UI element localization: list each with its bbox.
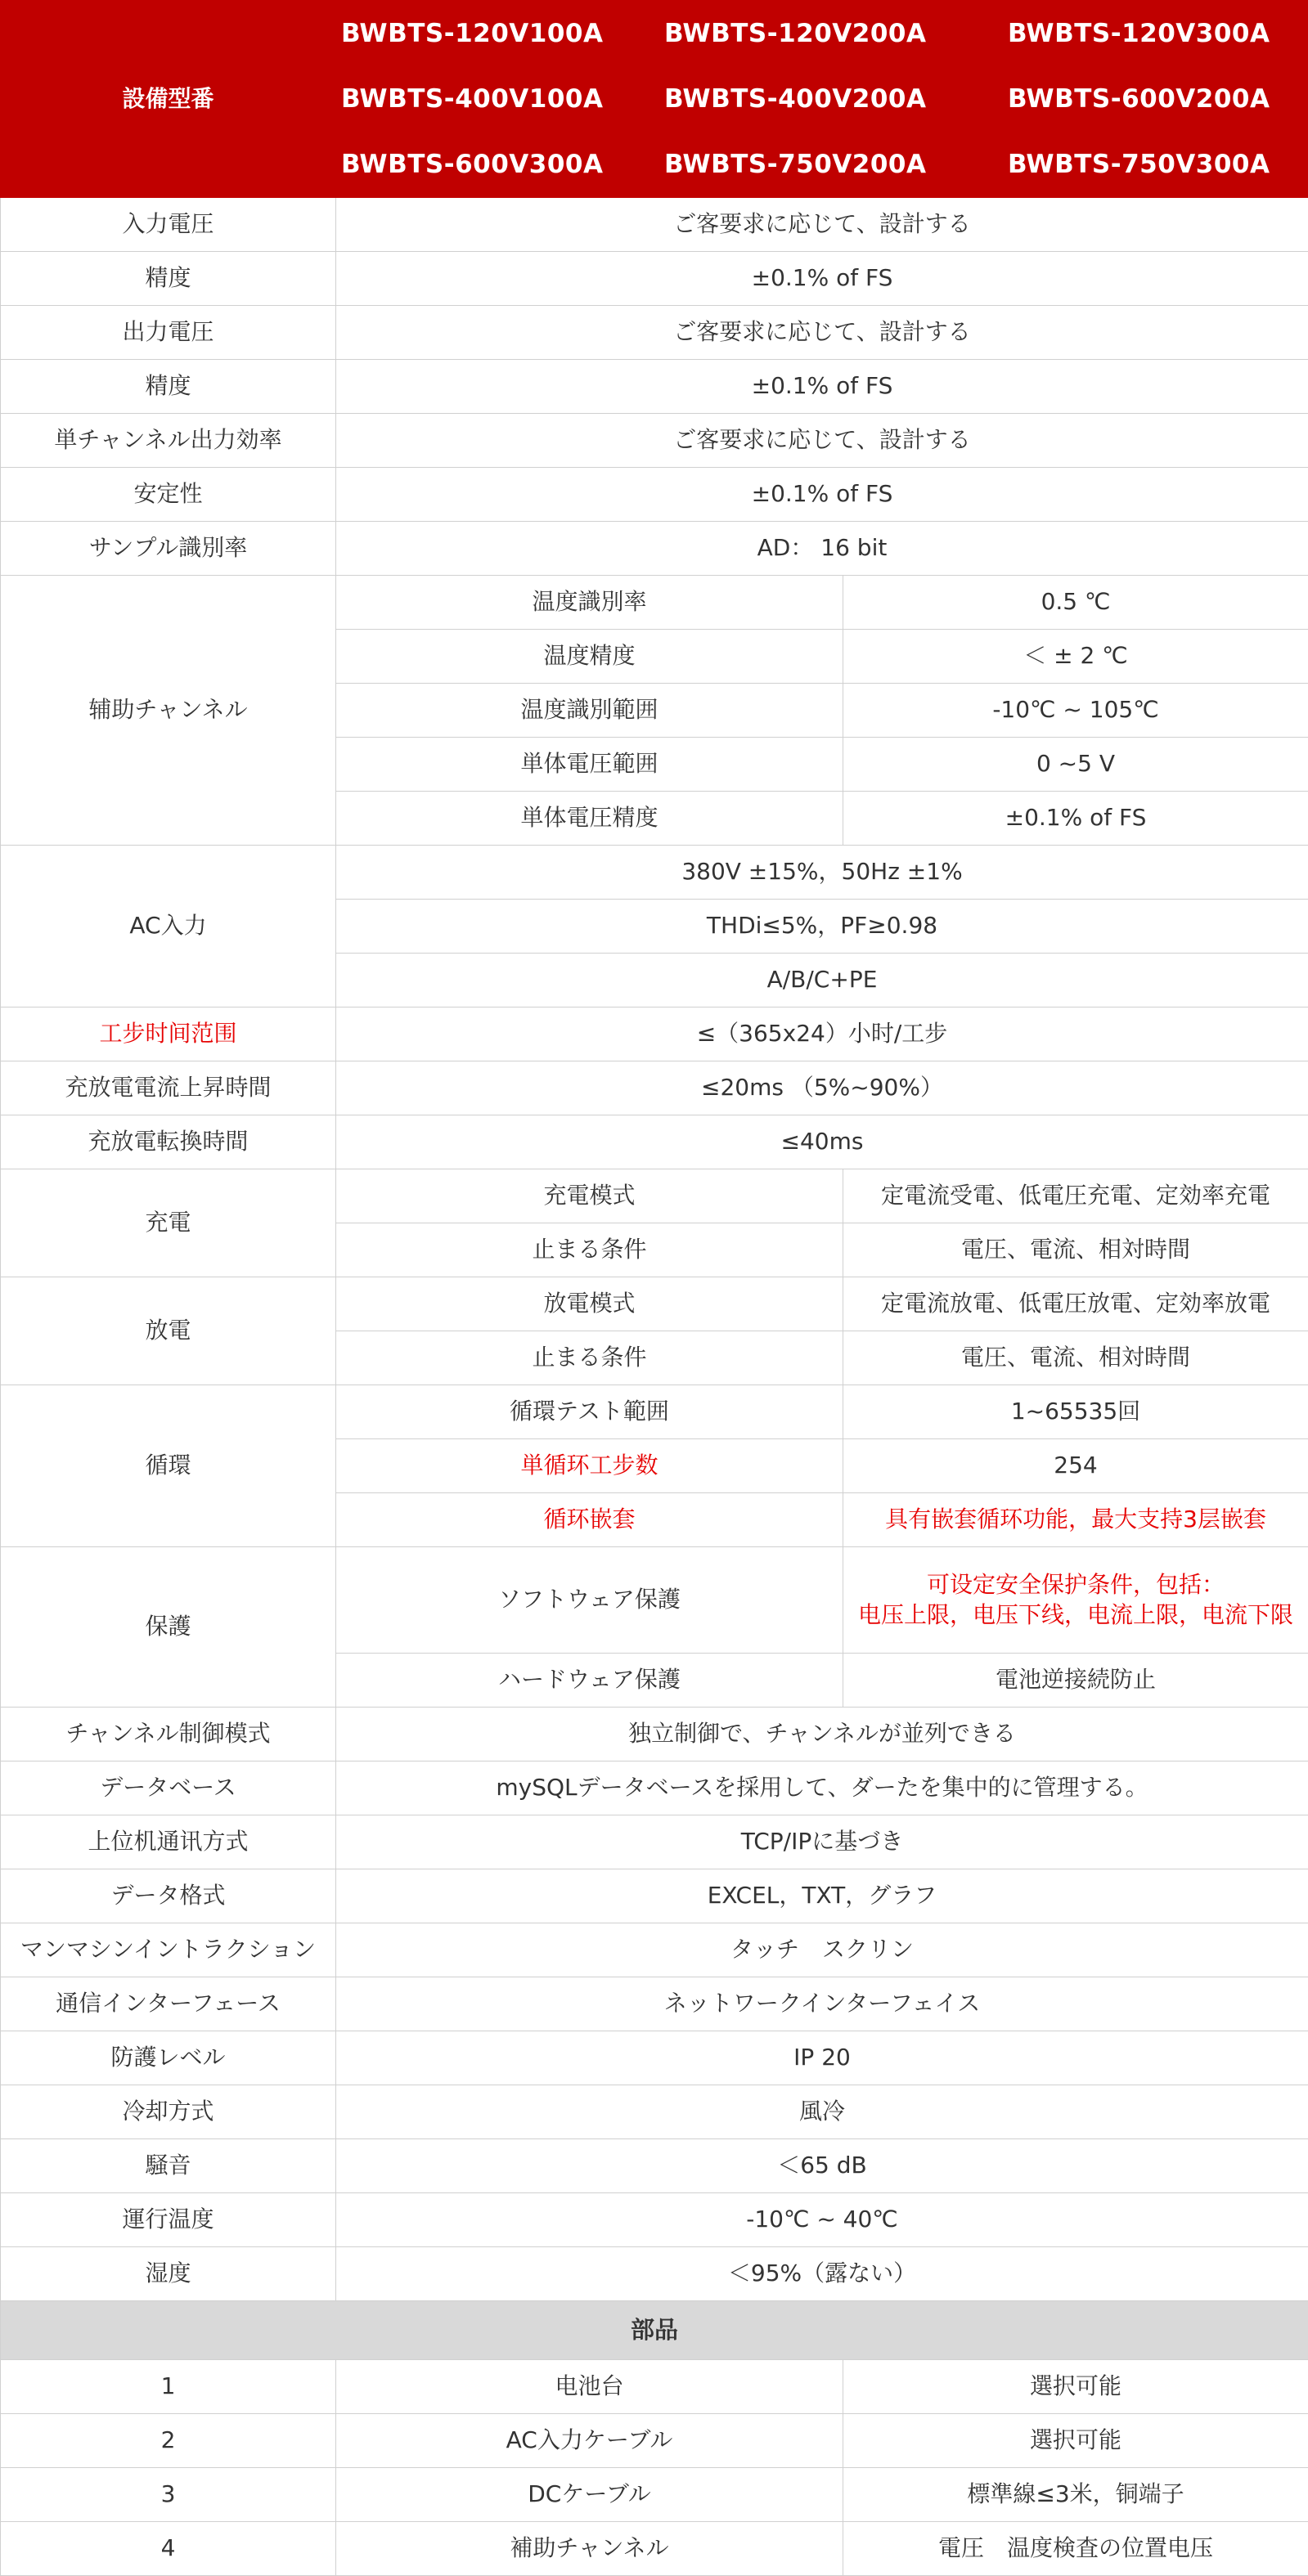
row-label: 運行温度 bbox=[1, 2193, 336, 2247]
row-stability bbox=[1, 468, 1308, 522]
sub-label: 循环嵌套 bbox=[336, 1493, 843, 1547]
row-interface bbox=[1, 1977, 1308, 2031]
model-grid bbox=[341, 1, 1303, 197]
row-label: チャンネル制御模式 bbox=[1, 1708, 336, 1761]
row-label: サンプル識別率 bbox=[1, 522, 336, 576]
sub-label: 放電模式 bbox=[336, 1277, 843, 1331]
row-aux bbox=[1, 576, 1308, 630]
row-label: 単チャンネル出力効率 bbox=[1, 414, 336, 468]
row-label: 充放電転換時間 bbox=[1, 1115, 336, 1169]
sub-value: ±0.1% of FS bbox=[843, 792, 1308, 846]
model-name: BWBTS-120V300A bbox=[1008, 1, 1308, 66]
parts-row bbox=[1, 2468, 1308, 2522]
row-protection-level bbox=[1, 2031, 1308, 2085]
row-cycle bbox=[1, 1385, 1308, 1439]
row-input-voltage bbox=[1, 198, 1308, 252]
parts-section-row bbox=[1, 2301, 1308, 2360]
row-output-accuracy bbox=[1, 360, 1308, 414]
sub-value: 0.5 ℃ bbox=[843, 576, 1308, 630]
sub-value: 具有嵌套循环功能，最大支持3层嵌套 bbox=[843, 1493, 1308, 1547]
model-name: BWBTS-750V200A bbox=[664, 132, 1008, 197]
row-value: A/B/C+PE bbox=[336, 954, 1308, 1008]
row-comm bbox=[1, 1815, 1308, 1869]
row-label: 安定性 bbox=[1, 468, 336, 522]
part-value: 電圧 温度検査の位置电压 bbox=[843, 2522, 1308, 2576]
row-database bbox=[1, 1761, 1308, 1815]
part-number: 3 bbox=[1, 2468, 336, 2522]
part-name: AC入力ケーブル bbox=[336, 2414, 843, 2468]
sub-label: 単体電圧範囲 bbox=[336, 738, 843, 792]
header-row bbox=[1, 1, 1308, 198]
row-humidity bbox=[1, 2247, 1308, 2301]
part-name: DCケーブル bbox=[336, 2468, 843, 2522]
row-label: 放電 bbox=[1, 1277, 336, 1385]
sub-label: 循環テスト範囲 bbox=[336, 1385, 843, 1439]
model-name: BWBTS-750V300A bbox=[1008, 132, 1308, 197]
row-label: 工步时间范围 bbox=[1, 1008, 336, 1061]
model-name: BWBTS-120V200A bbox=[664, 1, 1008, 66]
parts-row bbox=[1, 2522, 1308, 2576]
row-protection bbox=[1, 1547, 1308, 1654]
row-hmi bbox=[1, 1923, 1308, 1977]
row-value: ≤40ms bbox=[336, 1115, 1308, 1169]
sub-value: 0 ~5 V bbox=[843, 738, 1308, 792]
row-label: 充放電電流上昇時間 bbox=[1, 1061, 336, 1115]
row-charge bbox=[1, 1169, 1308, 1223]
sub-label: ハードウェア保護 bbox=[336, 1654, 843, 1708]
row-cooling bbox=[1, 2085, 1308, 2139]
row-label: 保護 bbox=[1, 1547, 336, 1708]
row-label: 精度 bbox=[1, 360, 336, 414]
sub-label: 温度識別率 bbox=[336, 576, 843, 630]
row-value: ±0.1% of FS bbox=[336, 468, 1308, 522]
row-value: 独立制御で、チャンネルが並列できる bbox=[336, 1708, 1308, 1761]
row-value: EXCEL，TXT，グラフ bbox=[336, 1869, 1308, 1923]
sub-label: 止まる条件 bbox=[336, 1331, 843, 1385]
row-value: タッチ スクリン bbox=[336, 1923, 1308, 1977]
row-label: 辅助チャンネル bbox=[1, 576, 336, 846]
row-label: 湿度 bbox=[1, 2247, 336, 2301]
row-label: 精度 bbox=[1, 252, 336, 306]
row-data-format bbox=[1, 1869, 1308, 1923]
parts-section-title: 部品 bbox=[1, 2301, 1308, 2360]
row-label: 循環 bbox=[1, 1385, 336, 1547]
row-sampling bbox=[1, 522, 1308, 576]
row-value: IP 20 bbox=[336, 2031, 1308, 2085]
model-name: BWBTS-400V100A bbox=[341, 66, 664, 132]
model-name: BWBTS-600V200A bbox=[1008, 66, 1308, 132]
model-list-cell bbox=[336, 1, 1308, 198]
model-name: BWBTS-400V200A bbox=[664, 66, 1008, 132]
row-value: 風冷 bbox=[336, 2085, 1308, 2139]
sub-value: 電圧、電流、相対時間 bbox=[843, 1331, 1308, 1385]
sub-value: -10℃ ~ 105℃ bbox=[843, 684, 1308, 738]
row-step-time bbox=[1, 1008, 1308, 1061]
row-value: -10℃ ~ 40℃ bbox=[336, 2193, 1308, 2247]
row-value: THDi≤5%，PF≥0.98 bbox=[336, 900, 1308, 954]
row-label: 冷却方式 bbox=[1, 2085, 336, 2139]
device-model-label: 設備型番 bbox=[1, 1, 336, 198]
row-value: ≤（365x24）小时/工步 bbox=[336, 1008, 1308, 1061]
row-value: mySQLデータベースを採用して、ダーたを集中的に管理する。 bbox=[336, 1761, 1308, 1815]
sub-value: ＜ ± 2 ℃ bbox=[843, 630, 1308, 684]
row-value: ネットワークインターフェイス bbox=[336, 1977, 1308, 2031]
row-label: 防護レベル bbox=[1, 2031, 336, 2085]
sub-label: 温度識別範囲 bbox=[336, 684, 843, 738]
parts-row bbox=[1, 2360, 1308, 2414]
row-value: TCP/IPに基づき bbox=[336, 1815, 1308, 1869]
sub-value bbox=[843, 1547, 1308, 1654]
part-name: 电池台 bbox=[336, 2360, 843, 2414]
row-discharge bbox=[1, 1277, 1308, 1331]
row-label: 入力電圧 bbox=[1, 198, 336, 252]
row-noise bbox=[1, 2139, 1308, 2193]
sub-label: 充電模式 bbox=[336, 1169, 843, 1223]
row-op-temp bbox=[1, 2193, 1308, 2247]
sub-label: 単循环工步数 bbox=[336, 1439, 843, 1493]
sub-label: ソフトウェア保護 bbox=[336, 1547, 843, 1654]
sub-label: 止まる条件 bbox=[336, 1223, 843, 1277]
part-value: 選択可能 bbox=[843, 2414, 1308, 2468]
row-label: データ格式 bbox=[1, 1869, 336, 1923]
parts-row bbox=[1, 2414, 1308, 2468]
row-value: AD： 16 bit bbox=[336, 522, 1308, 576]
row-value: ご客要求に応じて、設計する bbox=[336, 306, 1308, 360]
sub-value: 電池逆接続防止 bbox=[843, 1654, 1308, 1708]
row-label: 上位机通讯方式 bbox=[1, 1815, 336, 1869]
row-value: ご客要求に応じて、設計する bbox=[336, 414, 1308, 468]
sub-label: 単体電圧精度 bbox=[336, 792, 843, 846]
row-output-voltage bbox=[1, 306, 1308, 360]
row-value: ご客要求に応じて、設計する bbox=[336, 198, 1308, 252]
row-efficiency bbox=[1, 414, 1308, 468]
software-protection-line-2: 电压上限，电压下线，电流上限，电流下限 bbox=[848, 1600, 1303, 1630]
part-number: 1 bbox=[1, 2360, 336, 2414]
row-label: 充電 bbox=[1, 1169, 336, 1277]
row-label: AC入力 bbox=[1, 846, 336, 1008]
part-value: 標準線≤3米，铜端子 bbox=[843, 2468, 1308, 2522]
row-value: ＜95%（露ない） bbox=[336, 2247, 1308, 2301]
row-value: ≤20ms （5%~90%） bbox=[336, 1061, 1308, 1115]
sub-value: 定電流放電、低電圧放電、定効率放電 bbox=[843, 1277, 1308, 1331]
row-label: 騒音 bbox=[1, 2139, 336, 2193]
part-number: 2 bbox=[1, 2414, 336, 2468]
row-ac-input bbox=[1, 846, 1308, 900]
row-value: ±0.1% of FS bbox=[336, 360, 1308, 414]
row-value: ±0.1% of FS bbox=[336, 252, 1308, 306]
row-value: ＜65 dB bbox=[336, 2139, 1308, 2193]
row-value: 380V ±15%，50Hz ±1% bbox=[336, 846, 1308, 900]
sub-value: 電圧、電流、相対時間 bbox=[843, 1223, 1308, 1277]
part-value: 選択可能 bbox=[843, 2360, 1308, 2414]
model-name: BWBTS-120V100A bbox=[341, 1, 664, 66]
row-label: 通信インターフェース bbox=[1, 1977, 336, 2031]
row-input-accuracy bbox=[1, 252, 1308, 306]
row-switch-time bbox=[1, 1115, 1308, 1169]
model-name: BWBTS-600V300A bbox=[341, 132, 664, 197]
sub-value: 1~65535回 bbox=[843, 1385, 1308, 1439]
part-name: 補助チャンネル bbox=[336, 2522, 843, 2576]
sub-value: 254 bbox=[843, 1439, 1308, 1493]
row-label: 出力電圧 bbox=[1, 306, 336, 360]
software-protection-line-1: 可设定安全保护条件，包括： bbox=[848, 1570, 1303, 1600]
row-label: マンマシンイントラクション bbox=[1, 1923, 336, 1977]
row-rise-time bbox=[1, 1061, 1308, 1115]
sub-value: 定電流受電、低電圧充電、定効率充電 bbox=[843, 1169, 1308, 1223]
sub-label: 温度精度 bbox=[336, 630, 843, 684]
row-label: データベース bbox=[1, 1761, 336, 1815]
row-channel-control bbox=[1, 1708, 1308, 1761]
part-number: 4 bbox=[1, 2522, 336, 2576]
